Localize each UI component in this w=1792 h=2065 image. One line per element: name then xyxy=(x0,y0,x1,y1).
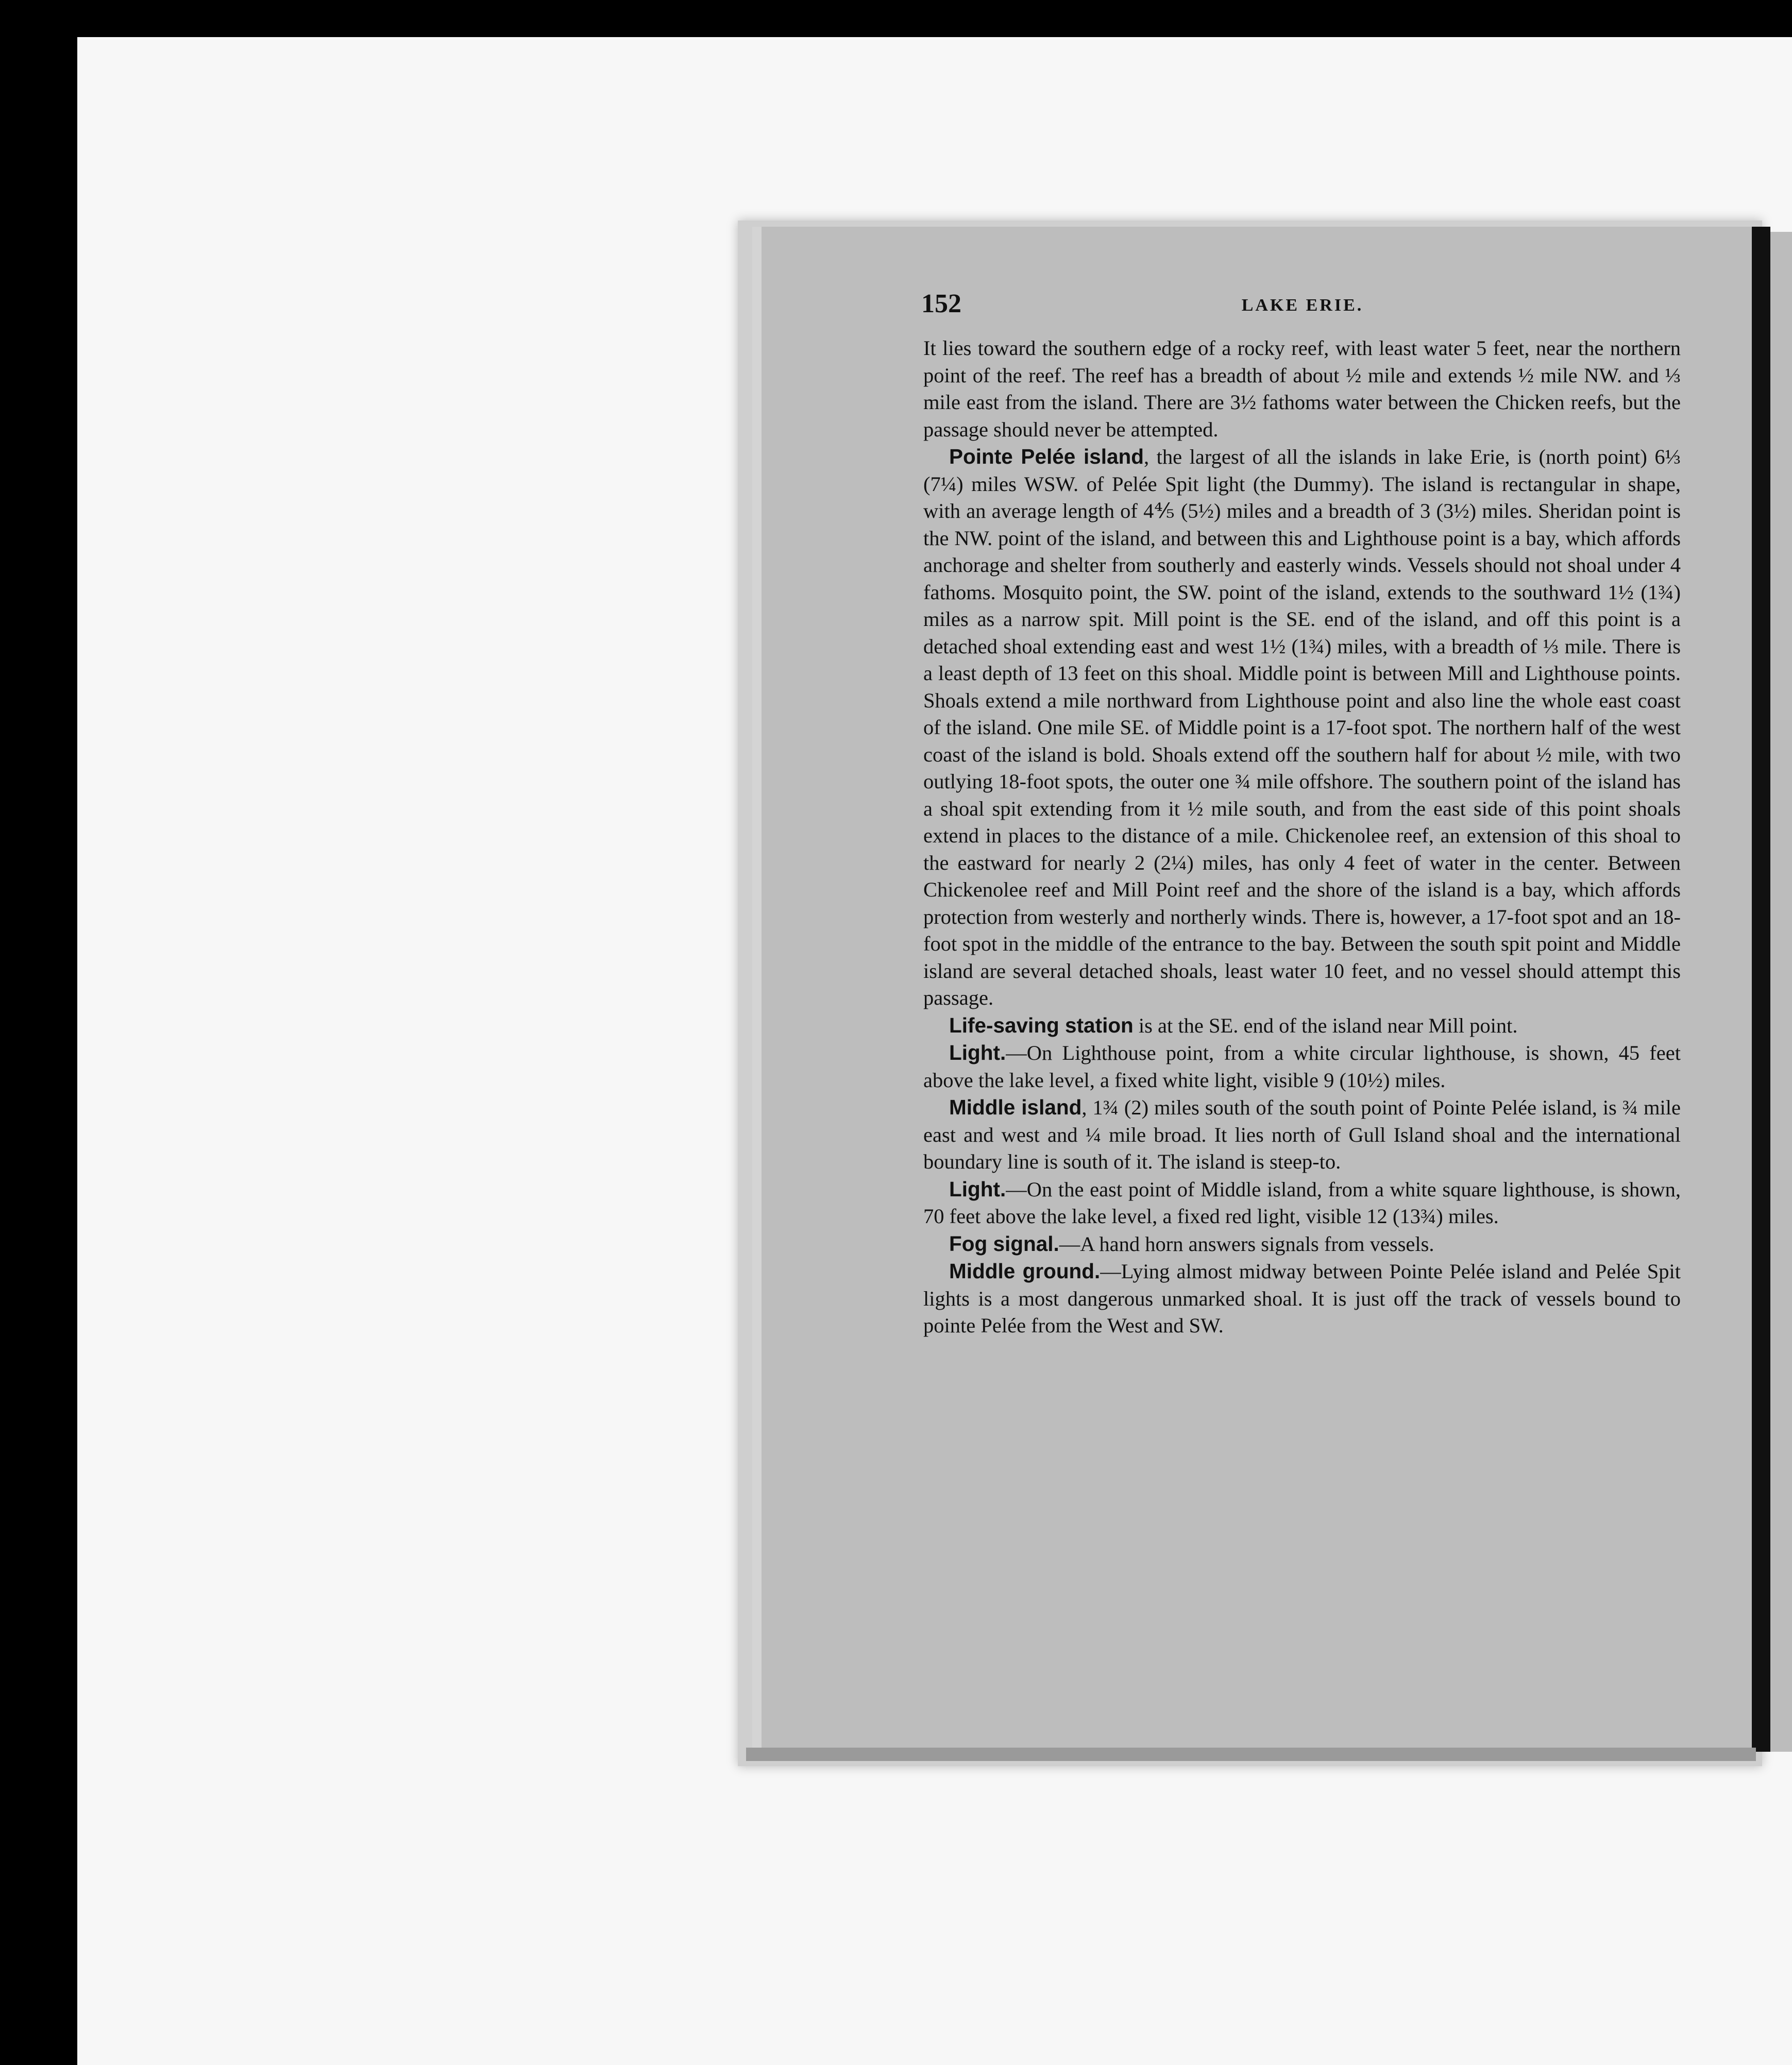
facing-page-edge xyxy=(1770,232,1792,1752)
paragraph-lead: Light. xyxy=(949,1177,1006,1201)
book-spine-edge xyxy=(1752,227,1770,1752)
paragraph-lead: Light. xyxy=(949,1041,1006,1064)
paragraph-text: —On Lighthouse point, from a white circular lighthouse, is shown, 45 feet above the lake level, a fixed white light, visible 9 (10½) miles. xyxy=(923,1041,1681,1092)
paragraph-lead: Middle ground. xyxy=(949,1259,1101,1283)
paragraph-text: is at the SE. end of the island near Mill point. xyxy=(1133,1013,1518,1037)
page-header xyxy=(921,289,1684,325)
paragraph-text: —On the east point of Middle island, from a white square lighthouse, is shown, 70 feet above the lake level, a fixed red light, visible 12 (13¾) miles. xyxy=(923,1177,1681,1228)
paragraph-text: , 1¾ (2) miles south of the south point of Pointe Pelée island, is ¾ mile east and west and ¼ mile broad. It lies north of Gull Island shoal and the international boundary line is south of it. The island is steep-to. xyxy=(923,1096,1681,1173)
paragraph xyxy=(923,1039,1681,1094)
paragraph-lead: Middle island xyxy=(949,1095,1082,1119)
paragraph xyxy=(923,1094,1681,1176)
paragraph xyxy=(923,1230,1681,1258)
paragraph-text: It lies toward the southern edge of a rocky reef, with least water 5 feet, near the northern point of the reef. The reef has a breadth of about ½ mile and extends ½ mile NW. and ⅓ mile east from the island. There are 3½ fathoms water between the Chicken reefs, but the passage should never be attempted. xyxy=(923,336,1681,441)
paragraph-lead: Fog signal. xyxy=(949,1231,1059,1256)
paragraph xyxy=(923,1258,1681,1340)
running-title: LAKE ERIE. xyxy=(1241,296,1364,315)
paragraph-text: —Lying almost midway between Pointe Pelée island and Pelée Spit lights is a most dangerous unmarked shoal. It is just off the track of vessels bound to pointe Pelée from the West and SW. xyxy=(923,1260,1681,1337)
paragraph xyxy=(923,335,1681,443)
page-bottom-shadow xyxy=(746,1748,1756,1761)
paragraph-lead: Life-saving station xyxy=(949,1013,1134,1037)
paragraph xyxy=(923,1012,1681,1040)
page-number: 152 xyxy=(921,289,961,318)
paragraph xyxy=(923,1176,1681,1230)
paragraph xyxy=(923,443,1681,1012)
paragraph-lead: Pointe Pelée island xyxy=(949,445,1144,468)
body-text xyxy=(923,335,1681,1340)
paragraph-text: , the largest of all the islands in lake Erie, is (north point) 6⅓ (7¼) miles WSW. of Pelée Spit light (the Dummy). The island is rectangular in shape, with an average length of 4⅘ (5½) miles and a breadth of 3 (3½) miles. Sheridan point is the NW. point of the island, and between this and Lighthouse point is a bay, which affords anchorage and shelter from southerly and easterly winds. Vessels should not shoal under 4 fathoms. Mosquito point, the SW. point of the island, extends to the southward 1½ (1¾) miles as a narrow spit. Mill point is the SE. end of the island, and off this point is a detached shoal extending east and west 1½ (1¾) miles, with a breadth of ⅓ mile. There is a least depth of 13 feet on this shoal. Middle point is between Mill and Lighthouse points. Shoals extend a mile northward from Lighthouse point and also line the whole east coast of the island. One mile SE. of Middle point is a 17-foot spot. The northern half of the west coast of the island is bold. Shoals extend off the southern half for about ½ mile, with two outlying 18-foot spots, the outer one ¾ mile offshore. The southern point of the island has a shoal spit extending from it ½ mile south, and from the east side of this point shoals extend in places to the distance of a mile. Chickenolee reef, an extension of this shoal to the eastward for nearly 2 (2¼) miles, has only 4 feet of water in the center. Between Chickenolee reef and Mill Point reef and the shore of the island is a bay, which affords protection from westerly and northerly winds. There is, however, a 17-foot spot and an 18-foot spot in the middle of the entrance to the bay. Between the south spit point and Middle island are several detached shoals, least water 10 feet, and no vessel should attempt this passage. xyxy=(923,445,1681,1009)
paragraph-text: —A hand horn answers signals from vessels. xyxy=(1059,1232,1434,1256)
